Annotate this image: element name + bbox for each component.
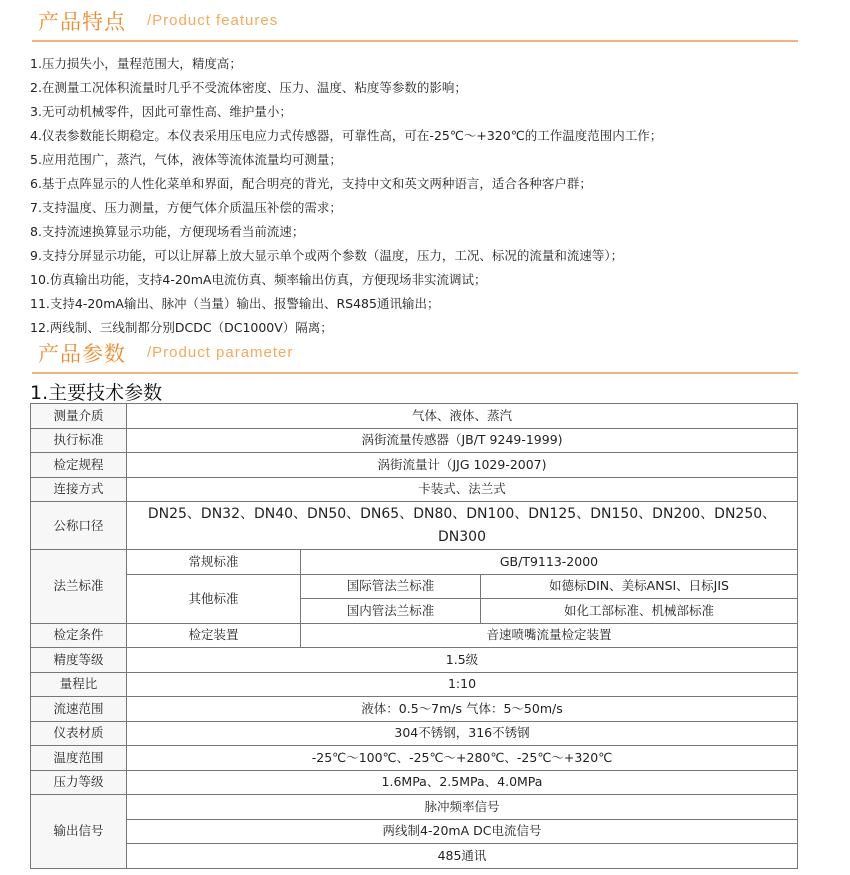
calibration-sub-label: 检定装置: [127, 623, 301, 648]
row-value: 音速喷嘴流量检定装置: [301, 623, 798, 648]
params-section-header: [32, 338, 798, 374]
row-value: 304不锈钢，316不锈钢: [127, 721, 798, 746]
feature-item: 2.在测量工况体积流量时几乎不受流体密度、压力、温度、粘度等参数的影响；: [30, 80, 467, 95]
row-value: -25℃～100℃、-25℃～+280℃、-25℃～+320℃: [127, 746, 798, 771]
row-label: 检定条件: [31, 623, 127, 648]
params-table: [30, 403, 798, 869]
row-label: 检定规程: [31, 453, 127, 478]
row-value: 液体：0.5～7m/s 气体：5～50m/s: [127, 697, 798, 722]
table-row: [31, 770, 798, 795]
flange-intl-value: 如德标DIN、美标ANSI、日标JIS: [481, 574, 798, 599]
output-value: 485通讯: [127, 844, 798, 869]
params-title-en: /Product parameter: [147, 344, 294, 361]
flange-domestic-label: 国内管法兰标准: [301, 599, 481, 624]
row-value: 气体、液体、蒸汽: [127, 404, 798, 429]
row-value: 1.5级: [127, 648, 798, 673]
feature-item: 11.支持4-20mA输出、脉冲（当量）输出、报警输出、RS485通讯输出；: [30, 296, 440, 311]
table-row: [31, 502, 798, 550]
feature-item: 8.支持流速换算显示功能，方便现场看当前流速；: [30, 224, 305, 239]
row-value: 涡街流量计（JJG 1029-2007): [127, 453, 798, 478]
row-label: 精度等级: [31, 648, 127, 673]
table-row: [31, 623, 798, 648]
flange-domestic-value: 如化工部标准、机械部标准: [481, 599, 798, 624]
features-section-header: [32, 6, 798, 42]
row-value: DN25、DN32、DN40、DN50、DN65、DN80、DN100、DN125、DN150、DN200、DN250、DN300: [127, 502, 798, 550]
row-label: 测量介质: [31, 404, 127, 429]
features-title-cn: 产品特点: [38, 10, 126, 34]
row-value: 1:10: [127, 672, 798, 697]
table-row: [31, 844, 798, 869]
flange-regular-value: GB/T9113-2000: [301, 550, 798, 575]
feature-item: 7.支持温度、压力测量，方便气体介质温压补偿的需求；: [30, 200, 342, 215]
table-row: [31, 795, 798, 820]
row-value: 1.6MPa、2.5MPa、4.0MPa: [127, 770, 798, 795]
feature-item: 1.压力损失小，量程范围大，精度高；: [30, 56, 242, 71]
table-row: [31, 550, 798, 575]
feature-item: 5.应用范围广，蒸汽，气体，液体等流体流量均可测量；: [30, 152, 342, 167]
params-subtitle: 1.主要技术参数: [30, 382, 163, 404]
feature-item: 12.两线制、三线制都分别DCDC（DC1000V）隔离；: [30, 320, 333, 335]
table-row: [31, 404, 798, 429]
flange-intl-label: 国际管法兰标准: [301, 574, 481, 599]
row-label: 输出信号: [31, 795, 127, 869]
feature-item: 9.支持分屏显示功能，可以让屏幕上放大显示单个或两个参数（温度，压力，工况、标况的流量和流速等）；: [30, 248, 624, 263]
table-row: [31, 721, 798, 746]
table-row: [31, 428, 798, 453]
row-label: 公称口径: [31, 502, 127, 550]
row-label: 温度范围: [31, 746, 127, 771]
row-label: 连接方式: [31, 477, 127, 502]
flange-regular-label: 常规标准: [127, 550, 301, 575]
row-label: 压力等级: [31, 770, 127, 795]
row-label: 法兰标准: [31, 550, 127, 624]
table-row: [31, 477, 798, 502]
table-row: [31, 672, 798, 697]
table-row: [31, 819, 798, 844]
table-row: [31, 746, 798, 771]
row-label: 量程比: [31, 672, 127, 697]
table-row: [31, 453, 798, 478]
row-value: 涡街流量传感器（JB/T 9249-1999): [127, 428, 798, 453]
flange-other-label: 其他标准: [127, 574, 301, 623]
table-row: [31, 574, 798, 599]
features-title-en: /Product features: [147, 12, 279, 29]
table-row: [31, 648, 798, 673]
feature-item: 3.无可动机械零件，因此可靠性高、维护量小；: [30, 104, 292, 119]
output-value: 脉冲频率信号: [127, 795, 798, 820]
row-label: 执行标准: [31, 428, 127, 453]
feature-item: 4.仪表参数能长期稳定。本仪表采用压电应力式传感器，可靠性高，可在-25℃～+320℃的工作温度范围内工作；: [30, 128, 663, 143]
output-value: 两线制4-20mA DC电流信号: [127, 819, 798, 844]
feature-item: 6.基于点阵显示的人性化菜单和界面，配合明亮的背光，支持中文和英文两种语言，适合各种客户群；: [30, 176, 592, 191]
table-row: [31, 697, 798, 722]
params-title-cn: 产品参数: [38, 342, 126, 366]
features-list: [30, 52, 662, 340]
row-label: 流速范围: [31, 697, 127, 722]
feature-item: 10.仿真输出功能，支持4-20mA电流仿真、频率输出仿真，方便现场非实流调试；: [30, 272, 487, 287]
row-value: 卡装式、法兰式: [127, 477, 798, 502]
row-label: 仪表材质: [31, 721, 127, 746]
